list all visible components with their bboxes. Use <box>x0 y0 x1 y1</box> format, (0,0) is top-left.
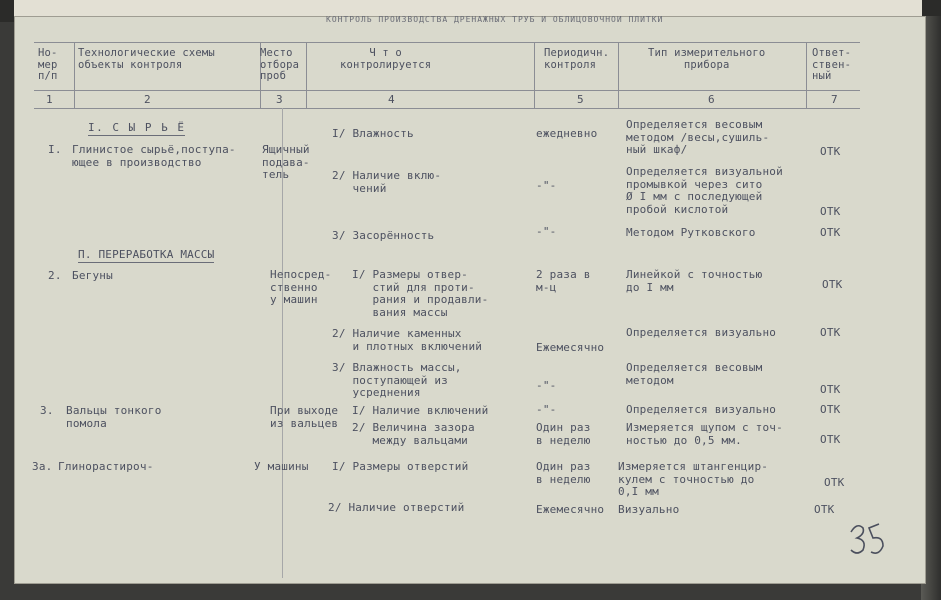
row1b-period: -"- <box>536 179 557 192</box>
document-page <box>14 16 926 584</box>
row1b-resp: ОТК <box>820 205 841 218</box>
header-rule <box>34 90 860 91</box>
col-divider-6 <box>806 42 807 108</box>
row4-place: У машины <box>254 460 309 473</box>
header-place: Место отбора проб <box>260 47 300 82</box>
colnum-7: 7 <box>831 93 838 106</box>
row1b-device: Определяется визуальной промывкой через сито Ø I мм с последующей пробой кислотой <box>626 165 783 216</box>
row4a-device: Измеряется штангенцир- кулем с точностью до 0,I мм <box>618 460 769 498</box>
row4a-period: Один раз в неделю <box>536 460 591 486</box>
row3-place: При выходе из вальцев <box>270 404 339 430</box>
row2b-what: 2/ Наличие каменных и плотных включений <box>332 327 483 353</box>
row1a-what: I/ Влажность <box>332 127 414 140</box>
row1c-period: -"- <box>536 225 557 238</box>
row2a-resp: ОТК <box>822 278 843 291</box>
row1-place: Ящичный подава- тель <box>262 143 310 181</box>
row2-place: Непосред- ственно у машин <box>270 268 332 306</box>
row2c-device: Определяется весовым методом <box>626 361 763 387</box>
row4b-resp: ОТК <box>814 503 835 516</box>
row2a-period: 2 раза в м-ц <box>536 268 591 294</box>
row3a-what: I/ Наличие включений <box>352 404 489 417</box>
row2c-what: 3/ Влажность массы, поступающей из усреднения <box>332 361 462 399</box>
row1a-period: ежедневно <box>536 127 598 140</box>
colnum-1: 1 <box>46 93 53 106</box>
row4b-period: Ежемесячно <box>536 503 605 516</box>
colnum-6: 6 <box>708 93 715 106</box>
row4a-what: I/ Размеры отверстий <box>332 460 469 473</box>
row3a-device: Определяется визуально <box>626 403 777 416</box>
document-title: КОНТРОЛЬ ПРОИЗВОДСТВА ДРЕНАЖНЫХ ТРУБ И ОБЛИЦОВОЧНОЙ ПЛИТКИ <box>326 16 664 24</box>
header-device: Тип измерительного прибора <box>648 47 766 71</box>
row3b-device: Измеряется щупом с точ- ностью до 0,5 мм. <box>626 421 783 447</box>
row3b-resp: ОТК <box>820 433 841 446</box>
row4b-what: 2/ Наличие отверстий <box>328 501 465 514</box>
row3-num: 3. <box>40 404 54 417</box>
row1c-device: Методом Рутковского <box>626 226 756 239</box>
row3-object: Вальцы тонкого помола <box>66 404 162 430</box>
col-divider-3 <box>306 42 307 108</box>
row4a-resp: ОТК <box>824 476 845 489</box>
handwritten-page-number <box>843 512 893 562</box>
row2b-period: Ежемесячно <box>536 341 605 354</box>
row3a-period: -"- <box>536 403 557 416</box>
row2c-period: -"- <box>536 379 557 392</box>
header-object: Технологические схемы объекты контроля <box>78 47 215 71</box>
col-divider-4 <box>534 42 535 108</box>
header-what: Ч т о контролируется <box>340 47 432 71</box>
colnum-5: 5 <box>577 93 584 106</box>
row2-num: 2. <box>48 269 62 282</box>
colnum-4: 4 <box>388 93 395 106</box>
row2b-device: Определяется визуально <box>626 326 777 339</box>
row1-object: Глинистое сырьё,поступа- ющее в производство <box>72 143 236 169</box>
row1-num: I. <box>48 143 62 156</box>
table-top-rule <box>34 42 860 43</box>
header-num: Но- мер п/п <box>38 47 58 82</box>
row4-object: Глинорастироч- <box>58 460 154 473</box>
col-divider-1 <box>74 42 75 108</box>
row4-num: 3а. <box>32 460 53 473</box>
colnum-2: 2 <box>144 93 151 106</box>
row3a-resp: ОТК <box>820 403 841 416</box>
row1a-device: Определяется весовым методом /весы,сушиль- ный шкаф/ <box>626 118 770 156</box>
row3b-period: Один раз в неделю <box>536 421 591 447</box>
section-mass-processing: П. ПЕРЕРАБОТКА МАССЫ <box>78 248 215 261</box>
colnum-rule <box>34 108 860 109</box>
row4b-device: Визуально <box>618 503 680 516</box>
row1a-resp: ОТК <box>820 145 841 158</box>
row1c-resp: ОТК <box>820 226 841 239</box>
row1b-what: 2/ Наличие вклю- чений <box>332 169 442 195</box>
row2a-device: Линейкой с точностью до I мм <box>626 268 763 294</box>
row2c-resp: ОТК <box>820 383 841 396</box>
col-divider-5 <box>618 42 619 108</box>
row3b-what: 2/ Величина зазора между вальцами <box>352 421 475 447</box>
header-resp: Ответ- ствен- ный <box>812 47 852 82</box>
section-raw-materials: I. С Ы Р Ь Ё <box>88 121 186 134</box>
row1c-what: 3/ Засорённость <box>332 229 435 242</box>
header-period: Периодичн. контроля <box>544 47 610 71</box>
row2a-what: I/ Размеры отвер- стий для проти- рания и продавли- вания массы <box>352 268 489 319</box>
previous-page-edge <box>14 0 922 17</box>
row2b-resp: ОТК <box>820 326 841 339</box>
colnum-3: 3 <box>276 93 283 106</box>
row2-object: Бегуны <box>72 269 113 282</box>
